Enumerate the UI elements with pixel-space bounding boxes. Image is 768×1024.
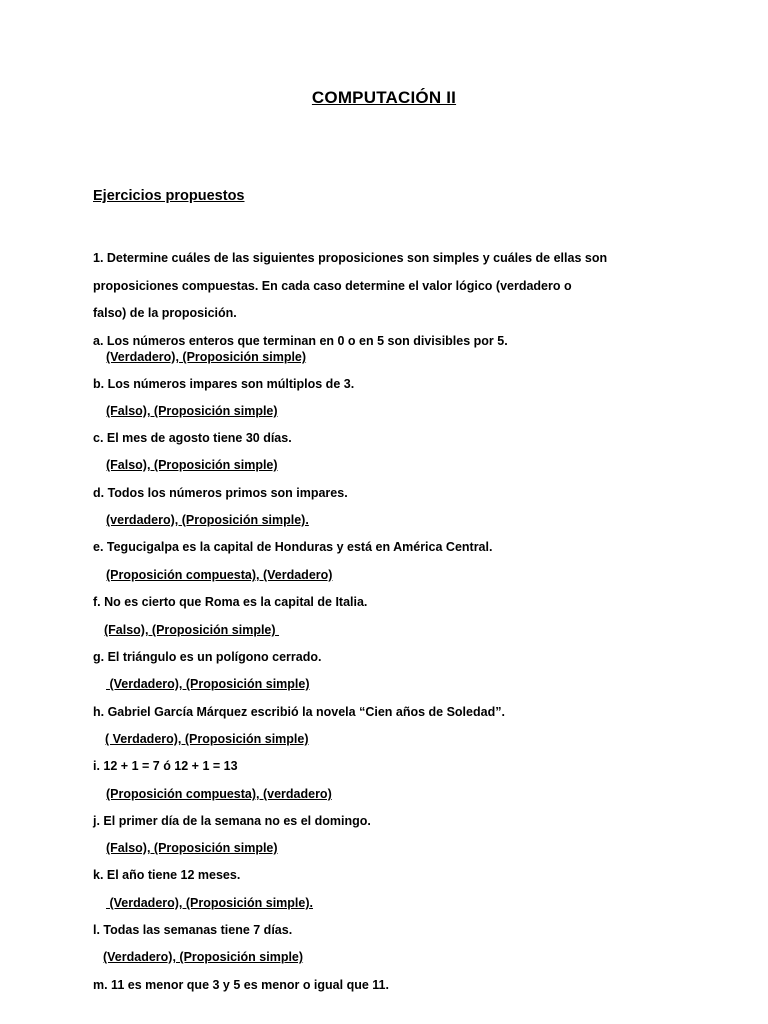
exercise-answer: (Verdadero), (Proposición simple). <box>106 896 313 910</box>
exercise-answer: (Falso), (Proposición simple) <box>106 458 278 472</box>
exercise-statement: c. El mes de agosto tiene 30 días. <box>93 431 292 445</box>
exercise-statement: l. Todas las semanas tiene 7 días. <box>93 923 293 937</box>
exercise-statement: i. 12 + 1 = 7 ó 12 + 1 = 13 <box>93 759 238 773</box>
intro-line: proposiciones compuestas. En cada caso determine el valor lógico (verdadero o <box>93 279 572 293</box>
exercise-answer: (Proposición compuesta), (Verdadero) <box>106 568 333 582</box>
exercise-statement: f. No es cierto que Roma es la capital de Italia. <box>93 595 368 609</box>
exercise-answer: (Falso), (Proposición simple) <box>104 623 280 637</box>
exercise-statement: j. El primer día de la semana no es el domingo. <box>93 814 371 828</box>
document-title: COMPUTACIÓN II <box>311 88 457 107</box>
exercise-statement: a. Los números enteros que terminan en 0 o en 5 son divisibles por 5. <box>93 334 508 348</box>
exercise-statement: b. Los números impares son múltiplos de 3. <box>93 377 355 391</box>
exercise-answer: ( Verdadero), (Proposición simple) <box>105 732 309 746</box>
exercise-answer: (Proposición compuesta), (verdadero) <box>106 787 332 801</box>
exercise-statement: k. El año tiene 12 meses. <box>93 868 241 882</box>
exercise-answer: (Verdadero), (Proposición simple) <box>103 950 304 964</box>
exercise-statement: e. Tegucigalpa es la capital de Honduras y está en América Central. <box>93 540 493 554</box>
exercise-answer: (Verdadero), (Proposición simple) <box>106 677 310 691</box>
exercise-statement: g. El triángulo es un polígono cerrado. <box>93 650 322 664</box>
exercise-statement: m. 11 es menor que 3 y 5 es menor o igual que 11. <box>93 978 389 992</box>
exercise-answer: (Falso), (Proposición simple) <box>106 404 278 418</box>
exercise-answer: (Verdadero), (Proposición simple) <box>106 350 307 364</box>
intro-line: 1. Determine cuáles de las siguientes proposiciones son simples y cuáles de ellas son <box>93 251 608 265</box>
exercise-answer: (verdadero), (Proposición simple). <box>106 513 309 527</box>
exercise-statement: d. Todos los números primos son impares. <box>93 486 348 500</box>
section-heading: Ejercicios propuestos <box>93 188 245 204</box>
exercise-answer: (Falso), (Proposición simple) <box>106 841 278 855</box>
exercise-statement: h. Gabriel García Márquez escribió la novela “Cien años de Soledad”. <box>93 705 505 719</box>
intro-line: falso) de la proposición. <box>93 306 237 320</box>
